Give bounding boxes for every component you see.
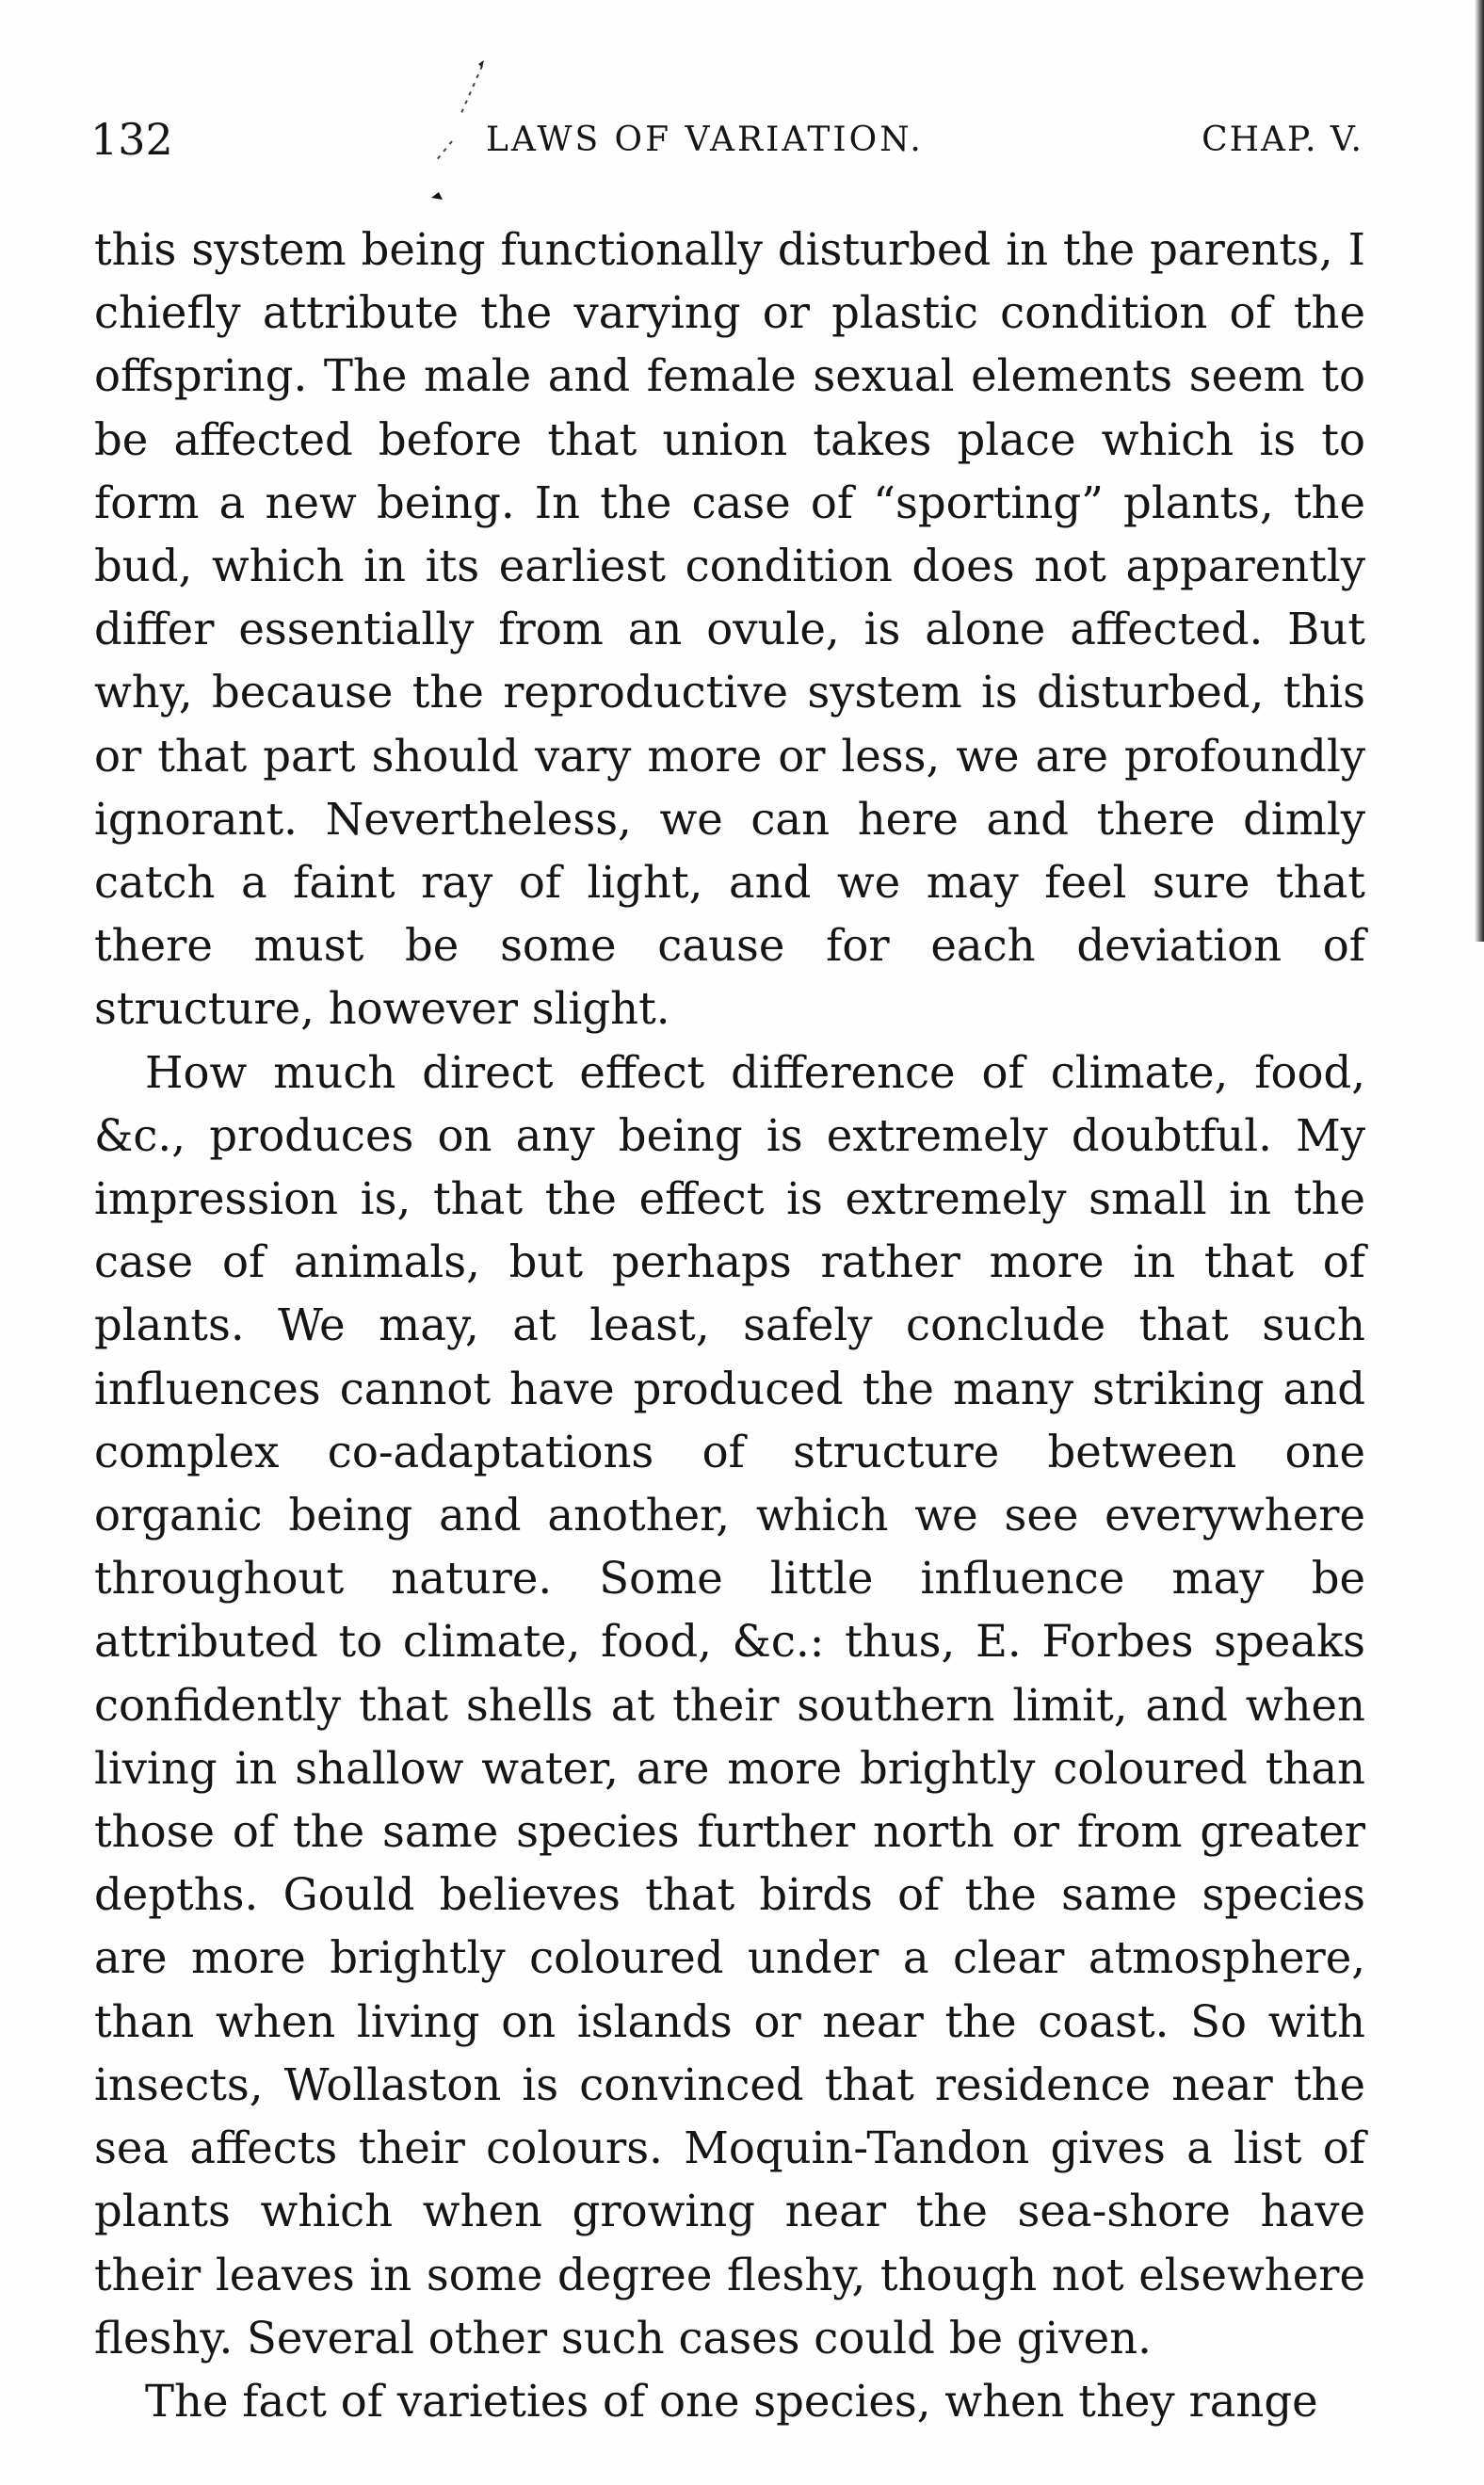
pencil-mark	[395, 56, 499, 207]
paragraph-3: The fact of varieties of one species, when they range	[145, 2375, 1318, 2427]
page-edge-shadow	[1475, 0, 1484, 942]
page-number: 132	[90, 114, 173, 165]
paragraph-2: How much direct effect difference of climate, food, &c., produces on any being is extremely doubtful. My impression is, that the effect is extremely small in the case of animals, but perhaps rather more in that of plants. We may, at least, safely conclude that such influences cannot have produced the many striking and complex co-adaptations of structure between one organic being and another, which we see everywhere throughout nature. Some little influence may be attributed to climate, food, &c.: thus, E. Forbes speaks confidently that shells at their southern limit, and when living in shallow water, are more brightly coloured than those of the same species further north or from greater depths. Gould believes that birds of the same species are more brightly coloured under a clear atmosphere, than when living on islands or near the coast. So with insects, Wollaston is convinced that residence near the sea affects their colours. Moquin-Tandon gives a list of plants which when growing near the sea-shore have their leaves in some degree fleshy, though not elsewhere fleshy. Several other such cases could be given.	[94, 1046, 1365, 2364]
running-title: LAWS OF VARIATION.	[486, 121, 924, 159]
chapter-label: CHAP. V.	[1202, 121, 1363, 159]
paragraph-1: this system being functionally disturbed in the parents, I chiefly attribute the varying or plastic condition of the offspring. The male and female sexual elements seem to be affected before that union takes place which is to form a new being. In the case of “sporting” plants, the bud, which in its earliest condition does not apparently differ essentially from an ovule, is alone affected. But why, because the reproductive system is disturbed, this or that part should vary more or less, we are profoundly ignorant. Nevertheless, we can here and there dimly catch a faint ray of light, and we may feel sure that there must be some cause for each deviation of structure, however slight.	[94, 224, 1365, 1035]
body-text	[94, 218, 1365, 2433]
page-header	[90, 111, 1363, 168]
